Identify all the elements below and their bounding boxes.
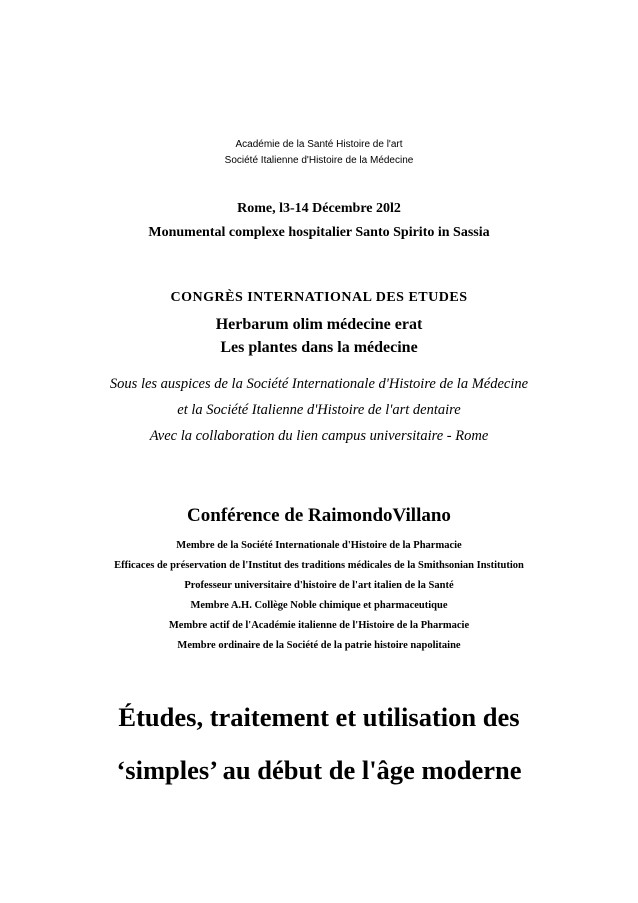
congress-title-line2: Les plantes dans la médecine [220,339,418,356]
auspices-line3: Avec la collaboration du lien campus universitaire - Rome [149,428,489,444]
credential-line: Membre ordinaire de la Société de la patrie histoire napolitaine [177,640,461,651]
main-title-line2: ‘simples’ au début de l'âge moderne [116,755,522,785]
event-date: Rome, l3-14 Décembre 20l2 [237,201,401,216]
credential-line: Membre A.H. Collège Noble chimique et pharmaceutique [190,600,448,611]
credential-line: Membre de la Société Internationale d'Histoire de la Pharmacie [176,540,462,551]
credential-line: Membre actif de l'Académie italienne de l'Histoire de la Pharmacie [168,620,470,631]
congress-title-line1: Herbarum olim médecine erat [215,316,423,333]
header-academie: Académie de la Santé Histoire de l'art [235,139,403,150]
auspices-line1: Sous les auspices de la Société Internationale d'Histoire de la Médecine [109,376,529,392]
credential-line: Efficaces de préservation de l'Institut des traditions médicales de la Smithsonian Institution [114,560,524,571]
main-title-line1: Études, traitement et utilisation des [118,702,520,732]
congress-name: CONGRÈS INTERNATIONAL DES ETUDES [170,290,468,305]
event-venue: Monumental complexe hospitalier Santo Spirito in Sassia [148,225,490,240]
header-societe: Société Italienne d'Histoire de la Médecine [224,155,414,166]
conference-heading: Conférence de RaimondoVillano [187,505,451,526]
auspices-line2: et la Société Italienne d'Histoire de l'art dentaire [177,402,461,418]
credential-line: Professeur universitaire d'histoire de l'art italien de la Santé [184,580,454,591]
